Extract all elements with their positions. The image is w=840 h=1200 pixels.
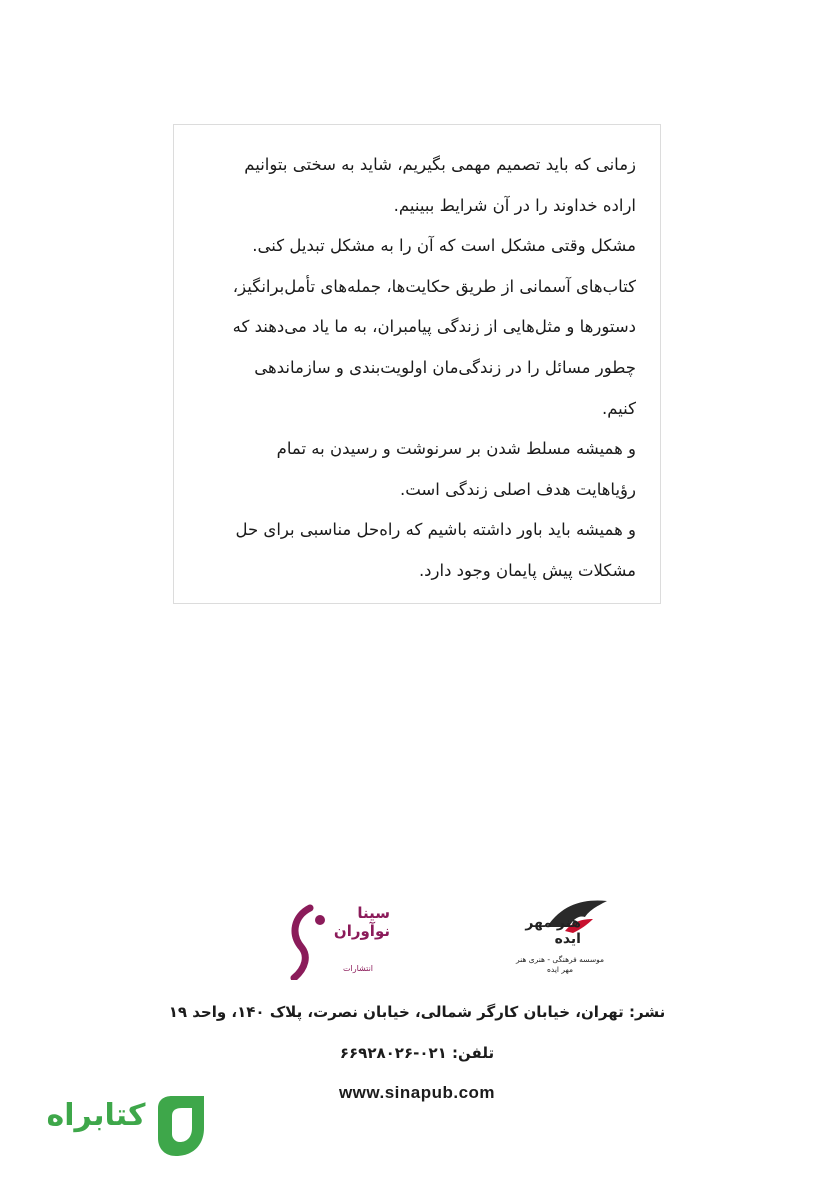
body-line: و همیشه باید باور داشته باشیم که راه‌حل مناسبی برای حل xyxy=(235,520,636,540)
honar-logo-name: هنر مهر ایده xyxy=(525,915,581,947)
ketabrah-watermark xyxy=(40,1092,212,1160)
honar-logo-subtitle: موسسه فرهنگی - هنری هنر مهر ایده xyxy=(515,955,605,974)
body-line: رؤیاهایت هدف اصلی زندگی است. xyxy=(399,479,636,499)
body-line: مشکل وقتی مشکل است که آن را به مشکل تبدیل کنی. xyxy=(252,236,636,256)
sina-novavaran-logo xyxy=(280,900,390,980)
sina-logo-name: سینا نوآوران xyxy=(333,904,390,940)
body-line: کنیم. xyxy=(601,398,636,418)
body-line: کتاب‌های آسمانی از طریق حکایت‌ها، جمله‌های تأمل‌برانگیز، xyxy=(232,276,636,296)
body-line: اراده خداوند را در آن شرایط ببینیم. xyxy=(393,195,636,215)
publisher-address: نشر: تهران، خیابان کارگر شمالی، خیابان نصرت، پلاک ۱۴۰، واحد ۱۹ xyxy=(168,1003,666,1021)
publisher-logos xyxy=(0,895,840,985)
body-line: دستورها و مثل‌هایی از زندگی پیامبران، به ما یاد می‌دهند که xyxy=(232,317,636,337)
body-line: زمانی که باید تصمیم مهمی بگیریم، شاید به سختی بتوانیم xyxy=(244,155,636,174)
body-line: مشکلات پیش پایمان وجود دارد. xyxy=(418,560,636,580)
ketabrah-logo-text: کتابراه xyxy=(46,1098,146,1133)
back-cover-text-box xyxy=(173,124,661,604)
sina-logo-subtitle: انتشارات xyxy=(342,964,374,973)
book-leaf-icon xyxy=(152,1094,210,1158)
body-line: چطور مسائل را در زندگی‌مان اولویت‌بندی و سازماندهی xyxy=(254,357,636,377)
publisher-phone: تلفن: ۰۲۱-۶۶۹۲۸۰۲۶ xyxy=(339,1044,495,1062)
publisher-website: www.sinapub.com xyxy=(338,1083,496,1102)
body-line: و همیشه مسلط شدن بر سرنوشت و رسیدن به تمام xyxy=(276,439,636,459)
honar-mehr-ideh-logo xyxy=(515,897,615,983)
